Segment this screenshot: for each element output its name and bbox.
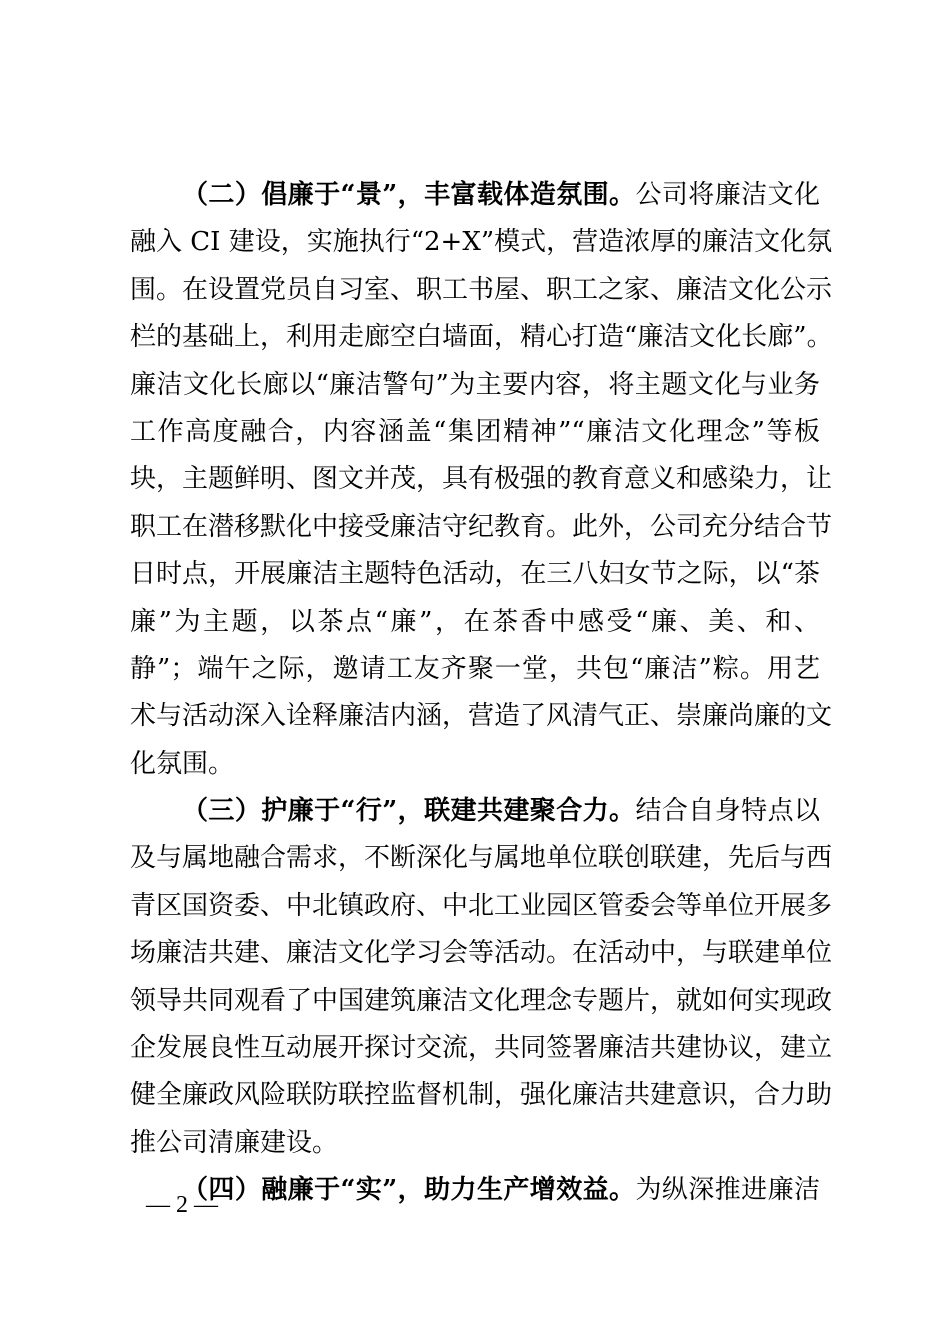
document-body (130, 172, 833, 1215)
paragraph-2-line-7: 块，主题鲜明、图文并茂，具有极强的教育意义和感染力，让 (130, 464, 833, 495)
paragraph-2-line-9: 日时点，开展廉洁主题特色活动，在三八妇女节之际，以“茶 (130, 559, 820, 590)
section-heading-3: （三）护廉于“行”，联建共建聚合力。 (182, 796, 636, 827)
section-heading-2: （二）倡廉于“景”，丰富载体造氛围。 (182, 180, 636, 210)
paragraph-2-line-3: 围。在设置党员自习室、职工书屋、职工之家、廉洁文化公示 (130, 274, 833, 305)
paragraph-2-line-11: 静”；端午之际，邀请工友齐聚一堂，共包“廉洁”粽。用艺 (130, 653, 820, 684)
paragraph-3-line-4: 场廉洁共建、廉洁文化学习会等活动。在活动中，与联建单位 (130, 938, 833, 969)
paragraph-3-line-5: 领导共同观看了中国建筑廉洁文化理念专题片，就如何实现政 (130, 985, 833, 1016)
paragraph-3-line-8: 推公司清廉建设。 (130, 1127, 339, 1158)
paragraph-2-line-5: 廉洁文化长廊以“廉洁警句”为主要内容，将主题文化与业务 (130, 369, 820, 400)
paragraph-2-line-6: 工作高度融合，内容涵盖“集团精神”“廉洁文化理念”等板 (130, 416, 820, 447)
paragraph-text: 结合自身特点以 (635, 796, 820, 827)
paragraph-2-line-13: 化氛围。 (130, 748, 235, 779)
paragraph-2-line-1 (130, 172, 820, 219)
paragraph-3-line-7: 健全廉政风险联防联控监督机制，强化廉洁共建意识，合力助 (130, 1080, 833, 1111)
paragraph-3-line-6: 企发展良性互动展开探讨交流，共同签署廉洁共建协议，建立 (130, 1033, 833, 1064)
page-number: — 2 — (146, 1192, 218, 1218)
paragraph-2-line-10: 廉”为主题，以茶点“廉”，在茶香中感受“廉、美、和、 (130, 606, 820, 637)
paragraph-2-line-8: 职工在潜移默化中接受廉洁守纪教育。此外，公司充分结合节 (130, 511, 833, 542)
paragraph-2-line-2: 融入 CI 建设，实施执行“2+X”模式，营造浓厚的廉洁文化氛 (130, 227, 833, 258)
paragraph-3-line-2: 及与属地融合需求，不断深化与属地单位联创联建，先后与西 (130, 843, 833, 874)
section-heading-4: （四）融廉于“实”，助力生产增效益。 (182, 1175, 636, 1206)
paragraph-4-line-1 (130, 1167, 820, 1214)
paragraph-text: 公司将廉洁文化 (635, 180, 820, 210)
paragraph-3-line-1 (130, 788, 820, 835)
paragraph-2-line-4: 栏的基础上，利用走廊空白墙面，精心打造“廉洁文化长廊”。 (130, 322, 833, 353)
paragraph-2-line-12: 术与活动深入诠释廉洁内涵，营造了风清气正、崇廉尚廉的文 (130, 701, 833, 732)
paragraph-text: 为纵深推进廉洁 (635, 1175, 820, 1206)
paragraph-3-line-3: 青区国资委、中北镇政府、中北工业园区管委会等单位开展多 (130, 890, 833, 921)
